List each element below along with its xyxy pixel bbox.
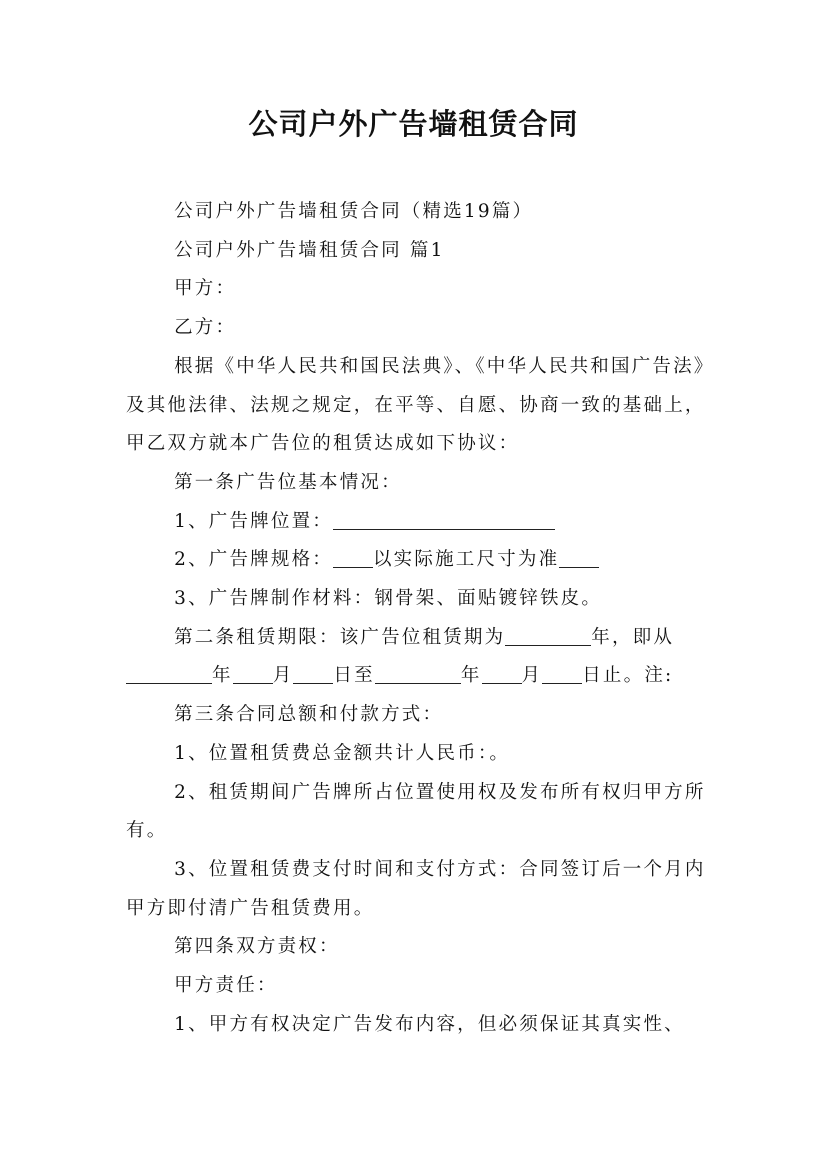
- billboard-spec-text: 以实际施工尺寸为准: [372, 549, 560, 571]
- paragraph-party-a-duties: 甲方责任：: [174, 975, 278, 997]
- paragraph-usage-rights: 2、租赁期间广告牌所占位置使用权及发布所有权归甲方所有。: [126, 781, 706, 842]
- document-title: 公司户外广告墙租赁合同: [248, 107, 579, 141]
- lease-month-label: 月: [272, 665, 294, 687]
- lease-years-blank: [505, 626, 591, 646]
- paragraph-section-heading: 公司户外广告墙租赁合同 篇1: [174, 239, 445, 261]
- paragraph-party-b: 乙方：: [174, 317, 237, 339]
- lease-term-text-a: 第二条租赁期限：该广告位租赁期为: [174, 626, 506, 648]
- start-day-blank: [293, 665, 333, 685]
- location-blank-line: [333, 510, 555, 530]
- paragraph-article-4: 第四条双方责权：: [174, 936, 340, 958]
- paragraph-billboard-spec: [126, 541, 714, 580]
- paragraph-party-a-duty-1: 1、甲方有权决定广告发布内容，但必须保证其真实性、: [174, 1013, 685, 1035]
- lease-year-label: 年: [212, 665, 233, 687]
- lease-month2-label: 月: [521, 665, 543, 687]
- document-body: [126, 193, 714, 1044]
- billboard-location-label: 1、广告牌位置：: [174, 510, 333, 532]
- paragraph-payment-terms: 3、位置租赁费支付时间和支付方式：合同签订后一个月内甲方即付清广告租赁费用。: [126, 858, 706, 919]
- start-month-blank: [233, 665, 273, 685]
- end-year-blank: [375, 665, 461, 685]
- paragraph-billboard-material: 3、广告牌制作材料：钢骨架、面贴镀锌铁皮。: [174, 588, 603, 610]
- end-month-blank: [482, 665, 522, 685]
- paragraph-party-a: 甲方：: [174, 278, 237, 300]
- paragraph-total-amount: 1、位置租赁费总金额共计人民币：。: [174, 742, 511, 764]
- paragraph-article-1: 第一条广告位基本情况：: [174, 471, 402, 493]
- paragraph-subtitle: 公司户外广告墙租赁合同（精选19篇）: [174, 201, 534, 222]
- lease-end-label: 日止。注:: [582, 665, 674, 687]
- lease-year2-label: 年: [460, 665, 482, 687]
- billboard-spec-label: 2、广告牌规格：: [174, 549, 333, 571]
- spec-blank-line-right: [559, 549, 599, 569]
- lease-term-text-b: 年，即从: [591, 626, 675, 648]
- paragraph-article-3: 第三条合同总额和付款方式：: [174, 704, 444, 726]
- paragraph-article-2: [126, 619, 714, 696]
- paragraph-billboard-location: [126, 503, 714, 542]
- lease-day-to-label: 日至: [333, 665, 375, 687]
- start-year-blank: [126, 665, 212, 685]
- end-day-blank: [542, 665, 582, 685]
- spec-blank-line-left: [333, 549, 373, 569]
- paragraph-preamble: 根据《中华人民共和国民法典》、《中华人民共和国广告法》及其他法律、法规之规定，在平等、自愿、协商一致的基础上，甲乙双方就本广告位的租赁达成如下协议：: [126, 355, 706, 455]
